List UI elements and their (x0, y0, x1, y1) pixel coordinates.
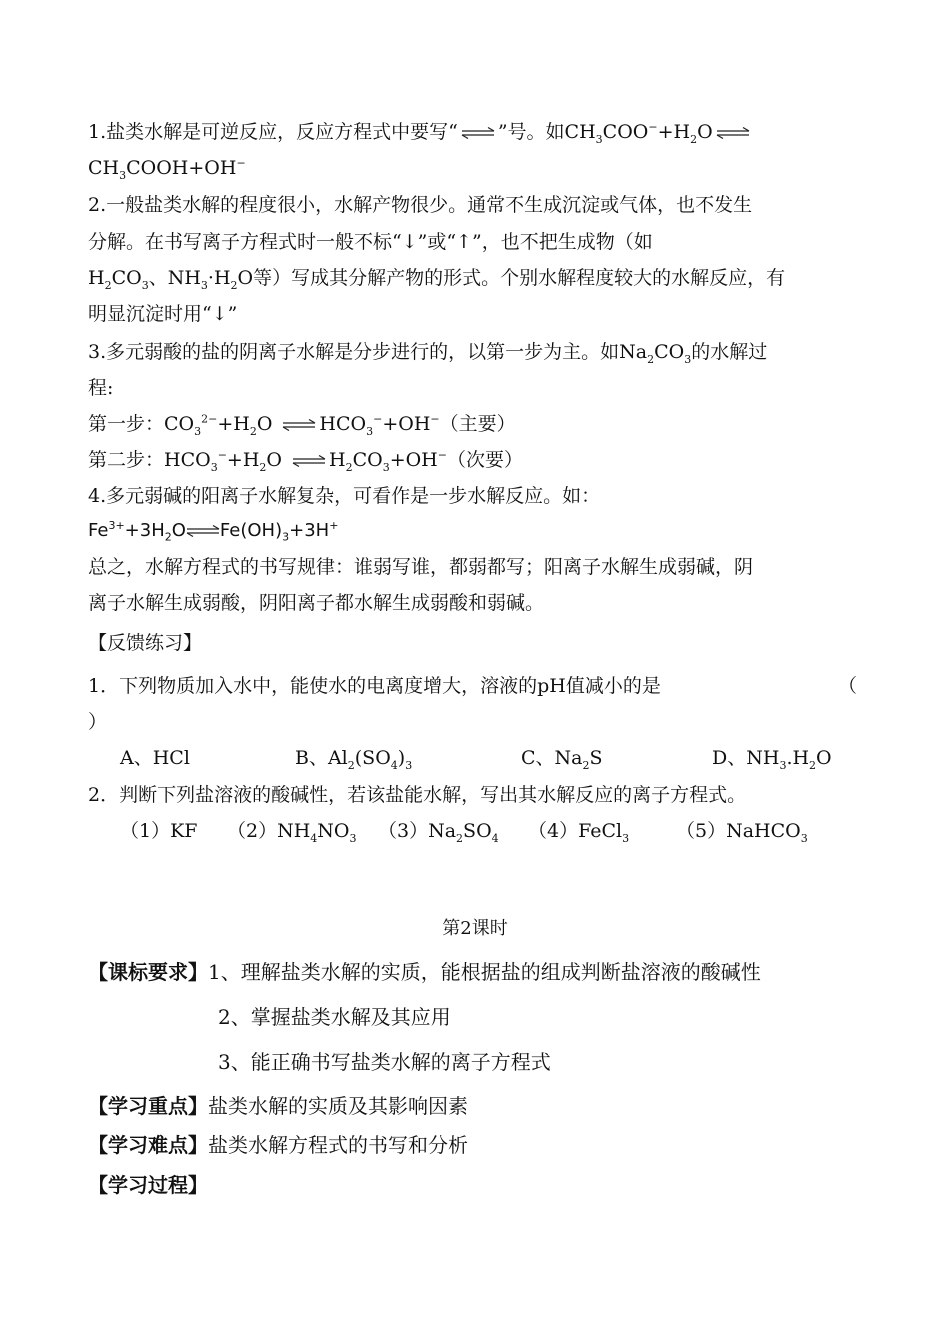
formula-part: O (697, 121, 713, 143)
equilibrium-arrow-icon (292, 455, 326, 467)
rule-3-line-2: 程: (88, 377, 114, 399)
formula-part: B、Al (295, 747, 348, 769)
subscript: 3 (684, 352, 692, 366)
formula-part: +H (217, 413, 250, 435)
standards-row-1 (88, 959, 761, 985)
formula-part: +3H (124, 520, 165, 541)
subscript: 2 (690, 132, 698, 146)
formula-part: （4）FeCl (528, 820, 623, 842)
formula-part: 、NH (148, 267, 201, 289)
step-label: 第二步：HCO (88, 449, 211, 471)
formula-part: COOH+OH (126, 157, 237, 179)
subscript: 2 (259, 460, 267, 474)
subscript: 3 (282, 530, 290, 544)
subscript: 4 (310, 831, 318, 845)
rule-2-line-2: 分解。在书写离子方程式时一般不标“↓”或“↑”，也不把生成物（如 (88, 231, 653, 253)
subscript: 2 (164, 530, 172, 544)
option-d (712, 745, 832, 771)
item-3 (378, 818, 499, 844)
superscript: − (236, 156, 246, 170)
formula-part: +OH (382, 413, 431, 435)
rule-4-equation (88, 518, 338, 544)
formula-part: S (589, 747, 603, 769)
item-4 (528, 818, 629, 844)
standards-item-3: 3、能正确书写盐类水解的离子方程式 (218, 1050, 551, 1074)
rule-2-text: O等）写成其分解产物的形式。个别水解程度较大的水解反应，有 (237, 267, 786, 289)
standards-item-2: 2、掌握盐类水解及其应用 (218, 1005, 451, 1029)
formula-part: .H (786, 747, 810, 769)
formula-part: CO (352, 449, 383, 471)
formula-part: C、Na (521, 747, 583, 769)
item-5 (676, 818, 808, 844)
process-row (88, 1172, 208, 1198)
item-1: （1）KF (120, 820, 198, 842)
superscript: + (329, 519, 339, 532)
subscript: 3 (595, 132, 603, 146)
subscript: 3 (194, 424, 202, 438)
formula-part: Fe (88, 520, 109, 541)
superscript: 3+ (108, 519, 125, 532)
formula-part: O (256, 413, 273, 435)
formula-part: Fe(OH) (219, 520, 283, 541)
feedback-heading: 【反馈练习】 (88, 632, 203, 654)
superscript: − (648, 120, 658, 134)
subscript: 3 (800, 831, 808, 845)
formula-part: ) (397, 747, 406, 769)
process-label: 【学习过程】 (88, 1173, 208, 1197)
formula-part: H (328, 449, 346, 471)
rule-1-line-2 (88, 155, 246, 181)
formula-part: (SO (354, 747, 391, 769)
standards-label: 【课标要求】 (88, 960, 208, 984)
subscript: 3 (622, 831, 630, 845)
subscript: 2 (456, 831, 464, 845)
formula-part: +OH (389, 449, 438, 471)
difficulty-label: 【学习难点】 (88, 1133, 208, 1157)
difficulty-text: 盐类水解方程式的书写和分析 (208, 1133, 468, 1157)
option-b (295, 745, 412, 771)
rule-3-line-1 (88, 339, 767, 365)
rule-2-line-4: 明显沉淀时用“↓” (88, 303, 238, 325)
rule-3-text: 的水解过 (691, 341, 768, 363)
question-2: 2．判断下列盐溶液的酸碱性，若该盐能水解，写出其水解反应的离子方程式。 (88, 784, 747, 806)
rule-4-line-1: 4.多元弱碱的阳离子水解复杂，可看作是一步水解反应。如： (88, 485, 601, 507)
formula-part: D、NH (712, 747, 780, 769)
option-a: A、HCl (120, 747, 190, 769)
rule-1-text: 1.盐类水解是可逆反应，反应方程式中要写“ (88, 121, 458, 143)
option-c (521, 745, 603, 771)
formula-part: O (171, 520, 186, 541)
subscript: 3 (382, 460, 390, 474)
formula-part: H (88, 267, 105, 289)
subscript: 2 (809, 758, 817, 772)
equilibrium-arrow-icon (186, 525, 220, 537)
formula-part: COO (602, 121, 649, 143)
rule-2-line-3 (88, 265, 785, 291)
formula-part: SO (463, 820, 492, 842)
step-note: （次要） (446, 449, 523, 471)
formula-part: CO (654, 341, 685, 363)
subscript: 3 (349, 831, 357, 845)
formula-part: +H (657, 121, 691, 143)
lesson-title: 第2课时 (442, 918, 508, 939)
subscript: 3 (119, 168, 127, 182)
formula-part: ·H (207, 267, 231, 289)
superscript: − (437, 448, 447, 462)
equilibrium-arrow-icon (716, 127, 750, 139)
subscript: 4 (390, 758, 398, 772)
key-point-row (88, 1093, 468, 1119)
subscript: 2 (249, 424, 257, 438)
subscript: 2 (582, 758, 590, 772)
item-2 (227, 818, 357, 844)
subscript: 3 (141, 278, 149, 292)
formula-part: CH (88, 157, 120, 179)
subscript: 3 (366, 424, 374, 438)
equilibrium-arrow-icon (282, 419, 316, 431)
rule-1-example: ”号。如CH (497, 121, 596, 143)
subscript: 2 (230, 278, 238, 292)
answer-paren-open: （ (838, 675, 858, 697)
key-point-text: 盐类水解的实质及其影响因素 (208, 1094, 468, 1118)
step-label: 第一步：CO (88, 413, 195, 435)
formula-part: +H (226, 449, 260, 471)
superscript: − (373, 412, 383, 426)
rule-2-line-1: 2.一般盐类水解的程度很小，水解产物很少。通常不生成沉淀或气体，也不发生 (88, 194, 753, 216)
superscript: 2− (201, 412, 218, 426)
formula-part: （3）Na (378, 820, 457, 842)
equilibrium-arrow-icon (461, 127, 495, 139)
rule-1-line-1 (88, 119, 753, 145)
formula-part: （2）NH (227, 820, 311, 842)
subscript: 2 (647, 352, 655, 366)
key-point-label: 【学习重点】 (88, 1094, 208, 1118)
summary-line-1: 总之，水解方程式的书写规律：谁弱写谁，都弱都写；阳离子水解生成弱碱，阴 (88, 556, 754, 578)
difficulty-row (88, 1132, 468, 1158)
subscript: 3 (405, 758, 413, 772)
subscript: 3 (210, 460, 218, 474)
subscript: 3 (200, 278, 208, 292)
answer-paren-close: ） (88, 711, 108, 733)
formula-part: NO (317, 820, 350, 842)
step-1-equation (88, 411, 516, 437)
standards-item-1: 1、理解盐类水解的实质，能根据盐的组成判断盐溶液的酸碱性 (208, 960, 761, 984)
subscript: 2 (345, 460, 353, 474)
step-note: （主要） (439, 413, 516, 435)
formula-part: HCO (319, 413, 367, 435)
question-1: 1．下列物质加入水中，能使水的电离度增大，溶液的pH值减小的是 (88, 675, 661, 697)
formula-part: （5）NaHCO (676, 820, 801, 842)
superscript: − (430, 412, 440, 426)
superscript: − (217, 448, 227, 462)
subscript: 4 (491, 831, 499, 845)
subscript: 2 (347, 758, 355, 772)
formula-part: +3H (289, 520, 330, 541)
subscript: 3 (779, 758, 787, 772)
formula-part: O (816, 747, 832, 769)
subscript: 2 (104, 278, 112, 292)
rule-3-text: 3.多元弱酸的盐的阴离子水解是分步进行的，以第一步为主。如Na (88, 341, 648, 363)
formula-part: O (266, 449, 282, 471)
summary-line-2: 离子水解生成弱酸，阴阳离子都水解生成弱酸和弱碱。 (88, 592, 545, 614)
step-2-equation (88, 447, 523, 473)
formula-part: CO (111, 267, 142, 289)
